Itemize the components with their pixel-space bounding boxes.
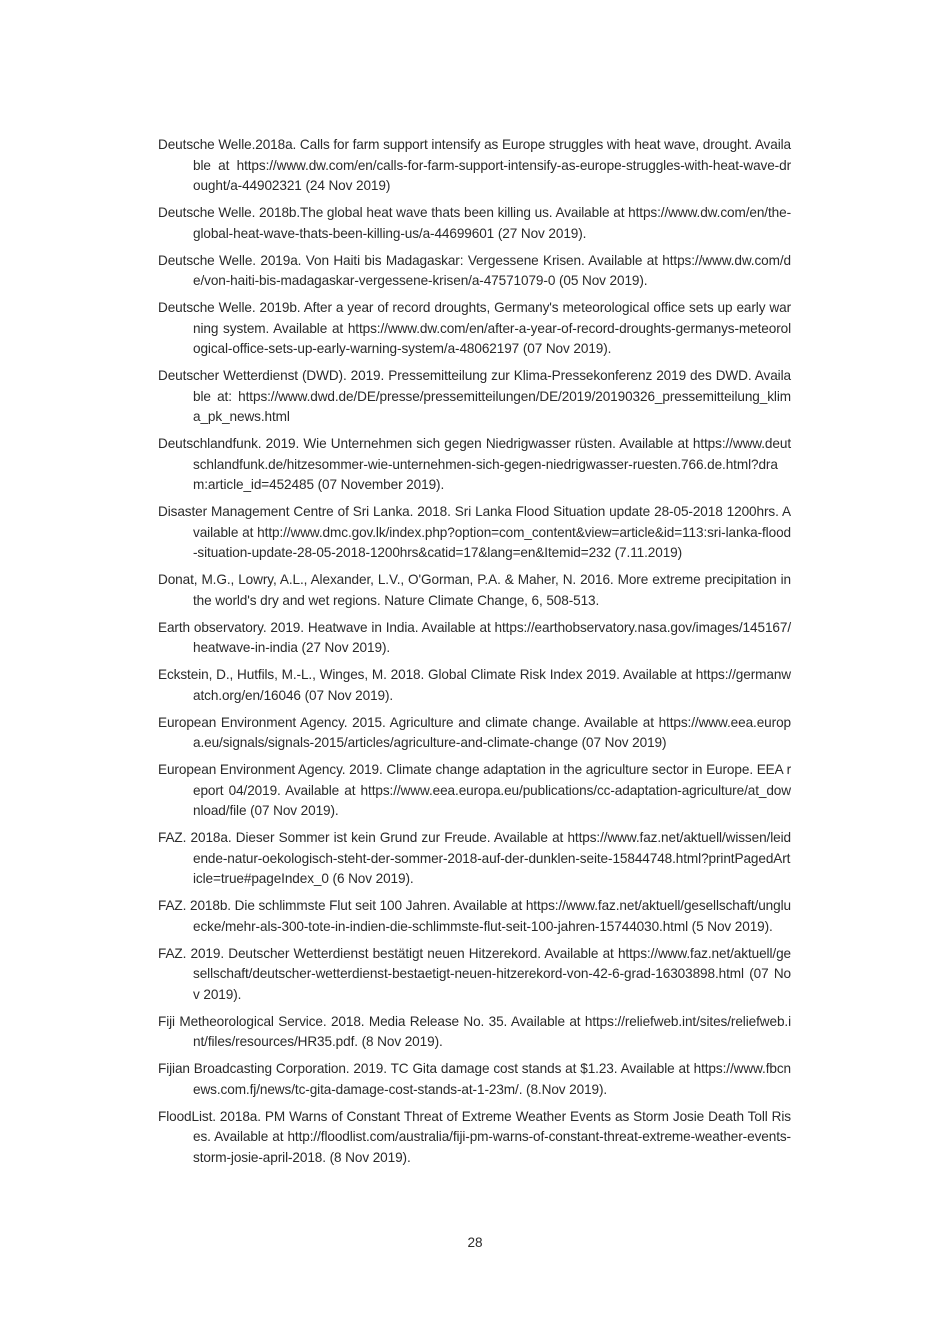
reference-entry: Earth observatory. 2019. Heatwave in India. Available at https://earthobservatory.nasa.gov/images/145167/heatwave-in-india (27 Nov 2019).	[158, 619, 791, 655]
reference-entry: Deutsche Welle. 2019a. Von Haiti bis Madagaskar: Vergessene Krisen. Available at https://www.dw.com/de/von-haiti-bis-madagaskar-vergessene-krisen/a-47571079-0 (05 Nov 2019).	[158, 252, 791, 288]
reference-entry: Eckstein, D., Hutfils, M.-L., Winges, M. 2018. Global Climate Risk Index 2019. Available at https://germanwatch.org/en/16046 (07 Nov 2019).	[158, 667, 791, 703]
reference-entry: Fiji Metheorological Service. 2018. Media Release No. 35. Available at https://reliefweb.int/sites/reliefweb.int/files/resources/HR35.pdf. (8 Nov 2019).	[158, 1013, 791, 1049]
reference-entry: FAZ. 2018a. Dieser Sommer ist kein Grund zur Freude. Available at https://www.faz.net/aktuell/wissen/leidende-natur-oekologisch-steht-der-sommer-2018-auf-der-dunklen-seite-15844748.html?printPagedArticle=true#pageIndex_0 (6 Nov 2019).	[158, 830, 791, 886]
reference-entry: Donat, M.G., Lowry, A.L., Alexander, L.V., O'Gorman, P.A. & Maher, N. 2016. More extreme precipitation in the world's dry and wet regions. Nature Climate Change, 6, 508-513.	[158, 572, 791, 608]
reference-entry: European Environment Agency. 2015. Agriculture and climate change. Available at https://www.eea.europa.eu/signals/signals-2015/articles/agriculture-and-climate-change (07 Nov 2019)	[158, 714, 791, 750]
reference-list	[158, 135, 791, 1175]
reference-entry: European Environment Agency. 2019. Climate change adaptation in the agriculture sector in Europe. EEA report 04/2019. Available at https://www.eea.europa.eu/publications/cc-adaptation-agriculture/at_download/file (07 Nov 2019).	[158, 762, 791, 818]
reference-entry: Deutsche Welle. 2019b. After a year of record droughts, Germany's meteorological office sets up early warning system. Available at https://www.dw.com/en/after-a-year-of-record-droughts-germanys-meteorological-office-sets-up-early-warning-system/a-48062197 (07 Nov 2019).	[158, 300, 791, 356]
reference-entry: FloodList. 2018a. PM Warns of Constant Threat of Extreme Weather Events as Storm Josie Death Toll Rises. Available at http://floodlist.com/australia/fiji-pm-warns-of-constant-threat-extreme-weather-events-storm-josie-april-2018. (8 Nov 2019).	[158, 1108, 791, 1165]
reference-entry: Deutscher Wetterdienst (DWD). 2019. Pressemitteilung zur Klima-Pressekonferenz 2019 des DWD. Available at: https://www.dwd.de/DE/presse/pressemitteilungen/DE/2019/20190326_pressemitteilung_klima_pk_news.html	[158, 368, 791, 424]
reference-entry: Deutsche Welle. 2018b.The global heat wave thats been killing us. Available at https://www.dw.com/en/the-global-heat-wave-thats-been-killing-us/a-44699601 (27 Nov 2019).	[158, 205, 791, 241]
reference-entry: Fijian Broadcasting Corporation. 2019. TC Gita damage cost stands at $1.23. Available at https://www.fbcnews.com.fj/news/tc-gita-damage-cost-stands-at-1-23m/. (8.Nov 2019).	[158, 1061, 791, 1097]
reference-entry: FAZ. 2018b. Die schlimmste Flut seit 100 Jahren. Available at https://www.faz.net/aktuell/gesellschaft/ungluecke/mehr-als-300-tote-in-indien-die-schlimmste-flut-seit-100-jahren-15744030.html (5 Nov 2019).	[158, 898, 791, 934]
reference-entry: Deutsche Welle.2018a. Calls for farm support intensify as Europe struggles with heat wave, drought. Available at https://www.dw.com/en/calls-for-farm-support-intensify-as-europe-struggles-with-heat-wave-drought/a-44902321 (24 Nov 2019)	[158, 137, 791, 193]
reference-entry: Disaster Management Centre of Sri Lanka. 2018. Sri Lanka Flood Situation update 28-05-2018 1200hrs. Available at http://www.dmc.gov.lk/index.php?option=com_content&view=article&id=113:sri-lanka-flood-situation-update-28-05-2018-1200hrs&catid=17&lang=en&Itemid=232 (7.11.2019)	[158, 504, 791, 560]
page-number: 28	[467, 1235, 483, 1250]
reference-entry: Deutschlandfunk. 2019. Wie Unternehmen sich gegen Niedrigwasser rüsten. Available at https://www.deutschlandfunk.de/hitzesommer-wie-unternehmen-sich-gegen-niedrigwasser-ruesten.766.de.html?dram:article_id=452485 (07 November 2019).	[158, 436, 791, 492]
reference-entry: FAZ. 2019. Deutscher Wetterdienst bestätigt neuen Hitzerekord. Available at https://www.faz.net/aktuell/gesellschaft/deutscher-wetterdienst-bestaetigt-neuen-hitzerekord-von-42-6-grad-16303898.html (07 Nov 2019).	[158, 945, 791, 1002]
